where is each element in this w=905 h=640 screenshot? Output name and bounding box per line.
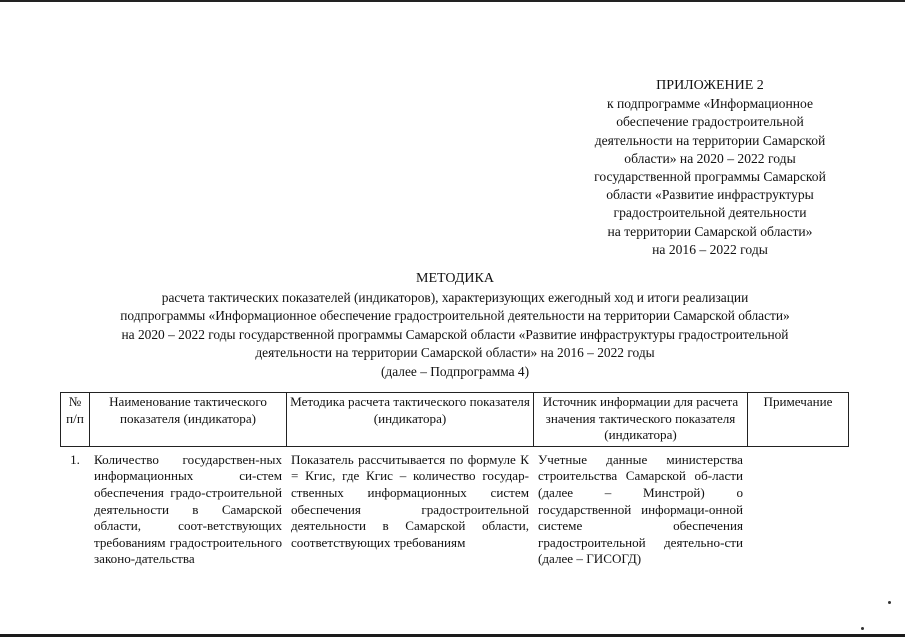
methodology-block: [60, 270, 850, 382]
row-information-source: Учетные данные министерства строительства Самарской об-ласти (далее – Минстрой) о государственной информаци-онной системе обеспечения градостроительной деятельно-сти (далее – ГИСОГД): [538, 451, 743, 567]
scan-speck: [861, 627, 864, 630]
appendix-line: деятельности на территории Самарской: [594, 132, 826, 148]
row-indicator-name: Количество государствен-ных информационных си-стем обеспечения градо-строительной деятельности в Самарской области, соот-ветствующих требованиям градостроительного законо-дательства: [94, 451, 282, 567]
appendix-line: градостроительной деятельности: [613, 205, 807, 221]
header-indicator-name: Наименование тактического показателя (индикатора): [90, 393, 287, 447]
header-calculation-method: Методика расчета тактического показателя (индикатора): [287, 393, 534, 447]
appendix-line: области» на 2020 – 2022 годы: [624, 150, 796, 166]
appendix-block: [560, 77, 860, 259]
table-row: [61, 446, 849, 568]
methodology-heading: МЕТОДИКА: [416, 271, 494, 286]
appendix-line: на 2016 – 2022 годы: [652, 241, 768, 257]
header-number: № п/п: [61, 393, 90, 447]
header-note: Примечание: [748, 393, 849, 447]
indicators-table: [60, 392, 849, 568]
methodology-line: расчета тактических показателей (индикаторов), характеризующих ежегодный ход и итоги реализации: [161, 289, 749, 305]
row-note: [748, 446, 849, 568]
appendix-line: на территории Самарской области»: [607, 223, 813, 239]
top-scan-edge: [0, 0, 905, 2]
appendix-title: ПРИЛОЖЕНИЕ 2: [656, 78, 764, 93]
methodology-line: (далее – Подпрограмма 4): [380, 363, 530, 379]
scan-speck: [888, 601, 891, 604]
row-calculation-method: Показатель рассчитывается по формуле К = Кгис, где Кгис – количество государ-ственных информационных систем обеспечения градостроительной деятельности в Самарской области, соответствующих требованиям: [291, 451, 529, 550]
methodology-line: подпрограммы «Информационное обеспечение градостроительной деятельности на территории Самарской области»: [120, 308, 790, 324]
appendix-line: области «Развитие инфраструктуры: [606, 187, 814, 203]
header-information-source: Источник информации для расчета значения тактического показателя (индикатора): [534, 393, 748, 447]
methodology-line: деятельности на территории Самарской области» на 2016 – 2022 годы: [255, 345, 655, 361]
appendix-line: к подпрограмме «Информационное: [606, 96, 814, 112]
appendix-line: обеспечение градостроительной: [616, 114, 804, 130]
methodology-line: на 2020 – 2022 годы государственной программы Самарской области «Развитие инфраструктуры градостроительной: [121, 326, 789, 342]
row-number: 1.: [70, 451, 80, 467]
appendix-line: государственной программы Самарской: [594, 169, 826, 185]
table-header-row: [61, 393, 849, 447]
bottom-scan-edge: [0, 634, 905, 637]
